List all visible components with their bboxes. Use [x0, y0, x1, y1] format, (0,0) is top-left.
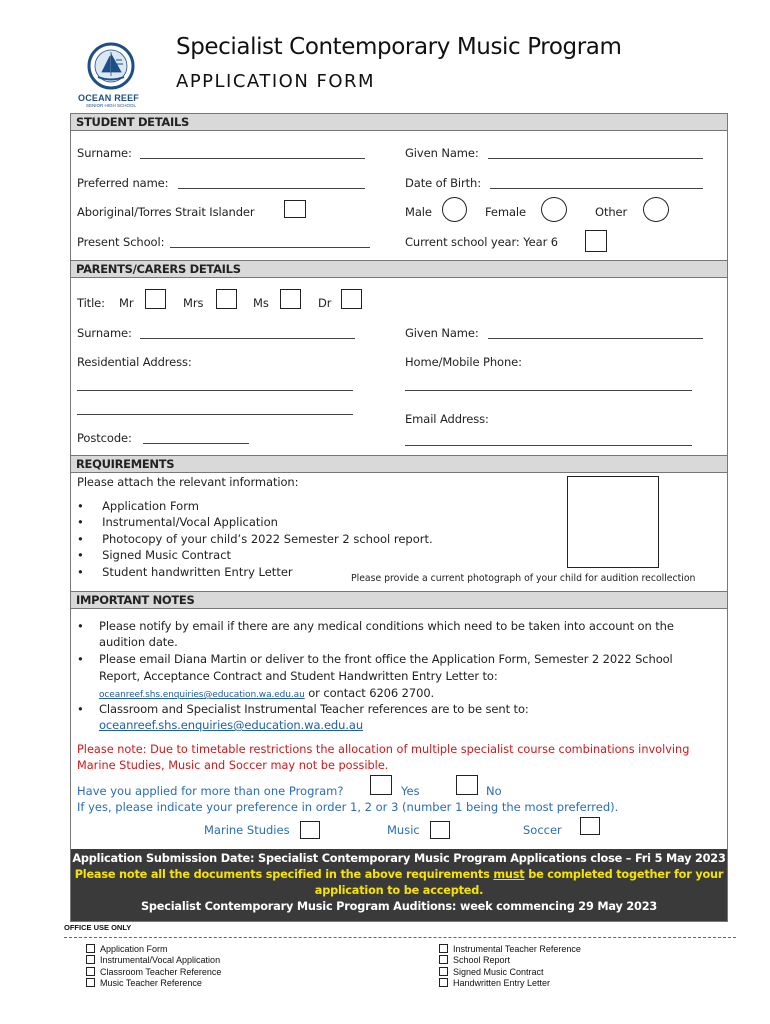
requirement-item: • Photocopy of your child’s 2022 Semester 2 school report.	[77, 532, 433, 546]
multi-program-question: Have you applied for more than one Program?	[77, 784, 344, 798]
requirement-item: • Student handwritten Entry Letter	[77, 565, 293, 579]
requirement-text: Signed Music Contract	[102, 548, 232, 562]
present-school-field[interactable]	[170, 247, 370, 248]
preferred-name-field[interactable]	[178, 188, 365, 189]
current-year-label: Current school year: Year 6	[405, 235, 558, 249]
preferred-name-label: Preferred name:	[77, 176, 169, 190]
postcode-label: Postcode:	[77, 431, 132, 445]
title-label: Title:	[77, 296, 105, 310]
enquiries-email-link[interactable]: oceanreef.shs.enquiries@education.wa.edu.au	[99, 690, 305, 700]
requirement-text: Photocopy of your child’s 2022 Semester 2 school report.	[102, 532, 433, 546]
year6-checkbox[interactable]	[585, 230, 607, 252]
male-label: Male	[405, 205, 432, 219]
office-checkbox[interactable]	[86, 944, 95, 953]
note-bullet: •	[77, 702, 84, 716]
office-item	[439, 955, 581, 966]
office-checklist-right	[439, 944, 581, 989]
logo-name: OCEAN REEF	[78, 93, 140, 103]
auditions-line: Specialist Contemporary Music Program Auditions: week commencing 29 May 2023	[140, 900, 658, 913]
important-notes-header: IMPORTANT NOTES	[71, 591, 727, 609]
ms-label: Ms	[253, 296, 269, 310]
office-checkbox[interactable]	[439, 944, 448, 953]
warning-line-1: Please note: Due to timetable restrictions the allocation of multiple specialist course combinations involving	[77, 743, 690, 756]
student-surname-field[interactable]	[140, 158, 365, 159]
parent-given-name-field[interactable]	[488, 338, 703, 339]
music-preference-box[interactable]	[430, 821, 450, 839]
dob-field[interactable]	[490, 188, 703, 189]
no-label: No	[486, 784, 502, 798]
yes-checkbox[interactable]	[370, 775, 392, 795]
note-bullet: •	[77, 619, 84, 633]
office-item-label: Classroom Teacher Reference	[100, 966, 222, 977]
dr-checkbox[interactable]	[341, 289, 362, 309]
note-2-line-2: Report, Acceptance Contract and Student Handwritten Entry Letter to:	[99, 669, 498, 683]
office-item-label: Application Form	[100, 944, 168, 954]
office-item-label: Instrumental Teacher Reference	[453, 944, 581, 954]
student-given-name-label: Given Name:	[405, 146, 479, 160]
office-item	[86, 944, 221, 955]
requirement-item: • Instrumental/Vocal Application	[77, 515, 278, 529]
requirements-header: REQUIREMENTS	[71, 455, 727, 473]
references-email-link[interactable]: oceanreef.shs.enquiries@education.wa.edu.au	[99, 718, 364, 732]
music-label: Music	[387, 823, 420, 837]
note-2-line-1: Please email Diana Martin or deliver to the front office the Application Form, Semester 2 2022 School	[99, 652, 673, 666]
requirement-text: Application Form	[102, 499, 199, 513]
address-field-1[interactable]	[77, 390, 353, 391]
marine-studies-preference-box[interactable]	[300, 821, 320, 839]
must-emphasis: must	[493, 868, 525, 881]
office-checkbox[interactable]	[86, 955, 95, 964]
submission-date-line: Application Submission Date: Specialist Contemporary Music Program Applications close – Fri 5 May 2023	[72, 852, 726, 865]
ms-checkbox[interactable]	[280, 289, 301, 309]
student-surname-label: Surname:	[77, 146, 132, 160]
address-label: Residential Address:	[77, 355, 192, 369]
contact-text: or contact 6206 2700.	[304, 686, 435, 700]
marine-studies-label: Marine Studies	[204, 823, 290, 837]
office-item-label: School Report	[453, 955, 511, 966]
note-2-line-3	[99, 686, 434, 700]
phone-field[interactable]	[405, 390, 692, 391]
photo-note: Please provide a current photograph of your child for audition recollection	[351, 573, 696, 584]
soccer-preference-box[interactable]	[580, 817, 600, 835]
office-item	[439, 978, 581, 989]
mrs-checkbox[interactable]	[216, 289, 237, 309]
parent-given-name-label: Given Name:	[405, 326, 479, 340]
parents-details-header: PARENTS/CARERS DETAILS	[71, 260, 727, 278]
warning-line-2: Marine Studies, Music and Soccer may not be possible.	[77, 759, 389, 772]
other-label: Other	[595, 205, 628, 219]
mr-checkbox[interactable]	[145, 289, 166, 309]
dr-label: Dr	[318, 296, 332, 310]
requirement-item: • Signed Music Contract	[77, 548, 232, 562]
documents-note-text-end: be completed together for your	[524, 868, 724, 881]
office-use-heading: OFFICE USE ONLY	[64, 923, 132, 932]
student-given-name-field[interactable]	[488, 158, 703, 159]
aboriginal-checkbox[interactable]	[284, 200, 306, 218]
no-checkbox[interactable]	[456, 775, 478, 795]
requirement-text: Student handwritten Entry Letter	[102, 565, 293, 579]
aboriginal-label: Aboriginal/Torres Strait Islander	[77, 205, 255, 219]
parent-surname-field[interactable]	[140, 338, 355, 339]
office-item-label: Handwritten Entry Letter	[453, 977, 551, 988]
office-checkbox[interactable]	[439, 978, 448, 987]
office-item	[86, 967, 221, 978]
yes-label: Yes	[401, 784, 420, 798]
email-label: Email Address:	[405, 412, 489, 426]
office-divider	[64, 937, 736, 938]
dob-label: Date of Birth:	[405, 176, 481, 190]
requirement-item: • Application Form	[77, 499, 199, 513]
soccer-label: Soccer	[523, 823, 562, 837]
phone-label: Home/Mobile Phone:	[405, 355, 522, 369]
office-item	[439, 944, 581, 955]
logo-subtext: SENIOR HIGH SCHOOL	[86, 103, 137, 108]
office-item	[86, 978, 221, 989]
documents-note-text: Please note all the documents specified in the above requirements	[74, 868, 494, 881]
female-label: Female	[485, 205, 526, 219]
page-subtitle: APPLICATION FORM	[176, 71, 376, 92]
note-1-line-1: Please notify by email if there are any medical conditions which need to be taken into account on the	[99, 619, 674, 633]
office-checkbox[interactable]	[439, 967, 448, 976]
office-checkbox[interactable]	[86, 978, 95, 987]
student-details-header: STUDENT DETAILS	[71, 113, 727, 131]
office-checkbox[interactable]	[86, 967, 95, 976]
requirements-intro: Please attach the relevant information:	[77, 475, 299, 489]
office-item-label: Instrumental/Vocal Application	[100, 955, 221, 966]
office-checkbox[interactable]	[439, 955, 448, 964]
office-item	[439, 967, 581, 978]
female-radio[interactable]	[541, 197, 567, 222]
preference-instruction: If yes, please indicate your preference in order 1, 2 or 3 (number 1 being the most preferred).	[77, 800, 619, 814]
address-field-2[interactable]	[77, 414, 353, 415]
postcode-field[interactable]	[143, 443, 249, 444]
mr-label: Mr	[119, 296, 134, 310]
mrs-label: Mrs	[183, 296, 204, 310]
acceptance-line: application to be accepted.	[314, 884, 484, 897]
requirement-text: Instrumental/Vocal Application	[102, 515, 278, 529]
office-item-label: Signed Music Contract	[453, 966, 544, 977]
office-item-label: Music Teacher Reference	[100, 977, 202, 988]
present-school-label: Present School:	[77, 235, 165, 249]
other-radio[interactable]	[643, 197, 669, 222]
note-bullet: •	[77, 652, 84, 666]
parent-surname-label: Surname:	[77, 326, 132, 340]
photo-box[interactable]	[567, 476, 659, 568]
documents-note-line	[71, 868, 727, 881]
office-item	[86, 955, 221, 966]
office-checklist-left	[86, 944, 221, 989]
email-field[interactable]	[405, 445, 692, 446]
note-1-line-2: audition date.	[99, 635, 178, 649]
note-3-line-1: Classroom and Specialist Instrumental Teacher references are to be sent to:	[99, 702, 529, 716]
page-title: Specialist Contemporary Music Program	[176, 34, 622, 60]
male-radio[interactable]	[442, 197, 467, 222]
